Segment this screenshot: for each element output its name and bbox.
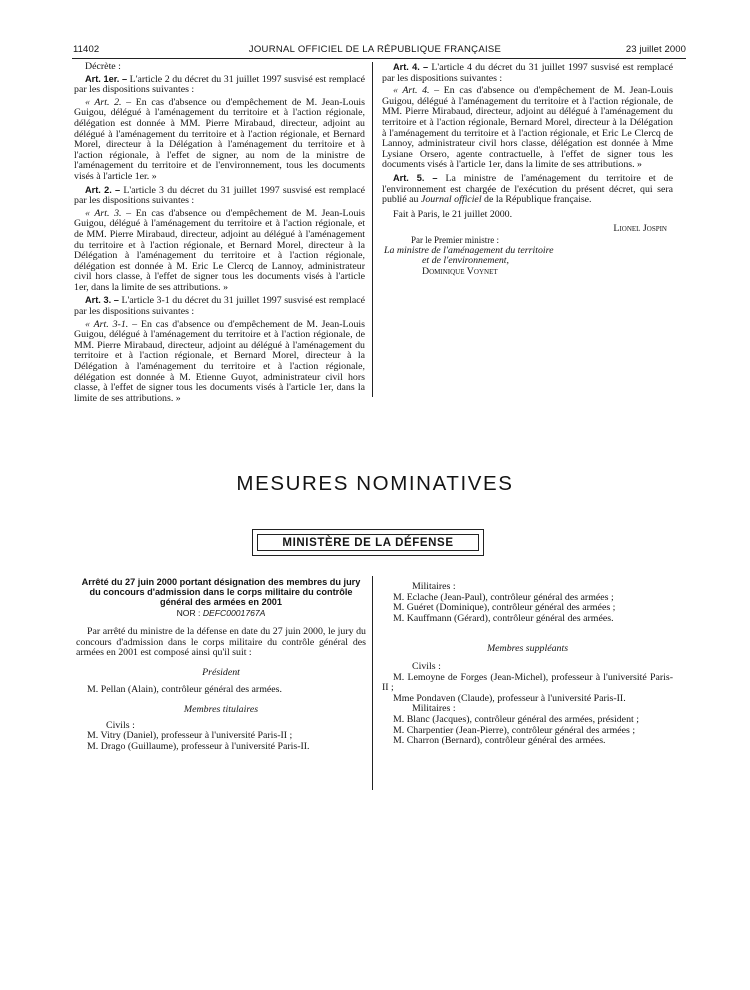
column-divider-top: [372, 62, 373, 397]
arrete-intro: Par arrêté du ministre de la défense en date du 27 juin 2000, le jury du concours d'admission dans le corps militaire du contrôle général des armées en 2001 est composé ainsi qu'il suit :: [76, 625, 366, 659]
president-entry: M. Pellan (Alain), contrôleur général des armées.: [87, 684, 282, 696]
article-3-quote-start: [74, 320, 365, 405]
article-3-text: L'article 3-1 du décret du 31 juillet 1997 susvisé est remplacé par les dispositions suivantes :: [74, 295, 366, 318]
suppleant-militaire-1: M. Blanc (Jacques), contrôleur général des armées, président ;: [393, 713, 639, 725]
par-le-premier-ministre: Par le Premier ministre :: [411, 234, 499, 245]
nor-code: DEFC0001767A: [202, 608, 266, 619]
article-5-text-b: de la République française.: [484, 194, 592, 206]
article-3-quote-text: En cas d'absence ou d'empêchement de M. Jean-Louis Guigou, délégué à l'aménagement du territoire et à l'action régionale, de MM. Pierre Mirabaud, directeur, adjoint au délégué à l'aménagement du territoire et à l'action régionale, et Bernard Morel, directeur à la Délégation à l'aménagement du territoire et à l'action régionale, délégation est donnée à M. Etienne Guyot, administrateur civil hors classe, à l'effet de signer tous les documents visés à l'article 1er, dans la limite de ses attributions. »: [74, 318, 365, 404]
article-4: [382, 62, 673, 84]
article-2: [74, 185, 365, 207]
suppleant-militaire-2: M. Charpentier (Jean-Pierre), contrôleur général des armées ;: [393, 724, 636, 736]
article-4-quote: [382, 86, 673, 171]
journal-title: JOURNAL OFFICIEL DE LA RÉPUBLIQUE FRANÇAISE: [248, 44, 502, 55]
titulaire-militaire-2: M. Guéret (Dominique), contrôleur général des armées ;: [393, 602, 616, 614]
article-2-quote-label: « Art. 3. –: [85, 207, 132, 219]
article-2-label: Art. 2. –: [85, 184, 121, 195]
header-rule: [72, 58, 686, 59]
article-1: [74, 74, 365, 96]
titulaire-civil-2: M. Drago (Guillaume), professeur à l'université Paris-II.: [87, 740, 310, 752]
suppleants-militaires-label: Militaires :: [412, 703, 456, 715]
decrete-line: Décrète :: [85, 61, 121, 72]
article-3: [74, 295, 365, 317]
suppleant-civil-1: M. Lemoyne de Forges (Jean-Michel), professeur à l'université Paris-II ;: [382, 671, 673, 694]
ministry-title: MINISTÈRE DE LA DÉFENSE: [257, 534, 479, 551]
suppleant-civil-2: Mme Pondaven (Claude), professeur à l'université Paris-II.: [393, 692, 626, 704]
article-1-quote-label: « Art. 2. –: [85, 96, 132, 108]
article-1-quote: [74, 98, 365, 183]
titulaires-civils-label: Civils :: [106, 719, 135, 731]
arrete-title: Arrêté du 27 juin 2000 portant désignation des membres du jury du concours d'admission dans le corps militaire du contrôle général des armées en 2001: [81, 577, 361, 607]
minister-title-2: et de l'environnement,: [422, 255, 510, 267]
president-heading: Président: [202, 666, 240, 678]
decree-left-column: [74, 62, 365, 404]
nor-reference: [76, 608, 366, 619]
journal-officiel-ref: Journal officiel: [420, 194, 482, 206]
signatory-name: Lionel Jospin: [613, 223, 667, 235]
article-2-text: L'article 3 du décret du 31 juillet 1997 susvisé est remplacé par les dispositions suivantes :: [74, 184, 366, 207]
article-4-label: Art. 4. –: [393, 62, 429, 72]
article-4-quote-text: En cas d'absence ou d'empêchement de M. Jean-Louis Guigou, délégué à l'aménagement du territoire et à l'action régionale, de MM. Pierre Mirabaud, directeur, adjoint au délégué à l'aménagement du territoire et à l'action régionale, Bernard Morel, directeur à la Délégation à l'aménagement du territoire et à l'action régionale, et Eric Le Clercq de Lannoy, administrateur civil hors classe, délégation est donnée à Mme Lysiane Orsero, agente contractuelle, à l'effet de signer tous les documents visés à l'article 1er, dans la limite de ses attributions. »: [382, 85, 673, 171]
titulaire-militaire-3: M. Kauffmann (Gérard), contrôleur général des armées.: [393, 612, 614, 624]
article-3-label: Art. 3. –: [85, 295, 119, 306]
titulaires-militaires-label: Militaires :: [412, 581, 456, 592]
column-divider-bottom: [372, 576, 373, 790]
article-3-quote-label: « Art. 3-1. –: [85, 318, 138, 330]
arrete-left-column: [76, 578, 366, 752]
nor-label: NOR :: [176, 608, 201, 619]
issue-date: 23 juillet 2000: [625, 44, 686, 55]
page-number: 11402: [73, 44, 100, 55]
article-5-text-a: La ministre de l'aménagement du territoire et de l'environnement est chargée de l'exécution du présent décret, qui sera publié au: [382, 172, 673, 206]
article-5: [382, 173, 673, 206]
article-4-text: L'article 4 du décret du 31 juillet 1997 susvisé est remplacé par les dispositions suivantes :: [382, 62, 674, 84]
section-heading: MESURES NOMINATIVES: [236, 472, 514, 495]
article-1-text: L'article 2 du décret du 31 juillet 1997 susvisé est remplacé par les dispositions suivantes :: [74, 73, 366, 96]
titulaire-civil-1: M. Vitry (Daniel), professeur à l'université Paris-II ;: [87, 730, 293, 742]
arrete-right-column: [382, 582, 673, 747]
ministry-box: [252, 529, 484, 556]
minister-name: Dominique Voynet: [422, 265, 498, 277]
article-2-quote: [74, 209, 365, 294]
titulaire-militaire-1: M. Eclache (Jean-Paul), contrôleur général des armées ;: [393, 591, 614, 603]
decree-right-column: [382, 62, 673, 277]
suppleants-heading: Membres suppléants: [486, 643, 569, 655]
titulaires-heading: Membres titulaires: [183, 703, 259, 715]
article-4-quote-label: « Art. 4. –: [393, 85, 440, 97]
minister-title-1: La ministre de l'aménagement du territoire: [384, 244, 554, 256]
article-1-quote-text: En cas d'absence ou d'empêchement de M. Jean-Louis Guigou, délégué à l'aménagement du territoire et à l'action régionale, délégation est donnée à MM. Pierre Mirabaud, directeur, adjoint au délégué à l'aménagement du territoire et à l'action régionale, et Bernard Morel, directeur à la Délégation à l'aménagement du territoire et à l'action régionale, à l'effet de signer, au nom de la ministre de l'aménagement du territoire et de l'environnement, tous les documents visés à l'article 1er. »: [74, 96, 365, 182]
suppleant-militaire-3: M. Charron (Bernard), contrôleur général des armées.: [393, 735, 606, 747]
article-5-label: Art. 5. –: [393, 172, 438, 183]
suppleants-civils-label: Civils :: [412, 660, 441, 672]
fait-a-paris: Fait à Paris, le 21 juillet 2000.: [393, 208, 513, 220]
article-2-quote-text: En cas d'absence ou d'empêchement de M. Jean-Louis Guigou, délégué à l'aménagement du territoire et à l'action régionale, et de MM. Pierre Mirabaud, directeur, adjoint au délégué à l'aménagement du territoire et à l'action régionale, et Bernard Morel, directeur à la Délégation à l'aménagement du territoire et à l'action régionale, délégation est donnée à M. Eric Le Clercq de Lannoy, administrateur civil hors classe, à l'effet de signer tous les documents visés à l'article 1er, dans la limite de ses attributions. »: [74, 207, 365, 293]
article-1-label: Art. 1er. –: [85, 73, 128, 84]
